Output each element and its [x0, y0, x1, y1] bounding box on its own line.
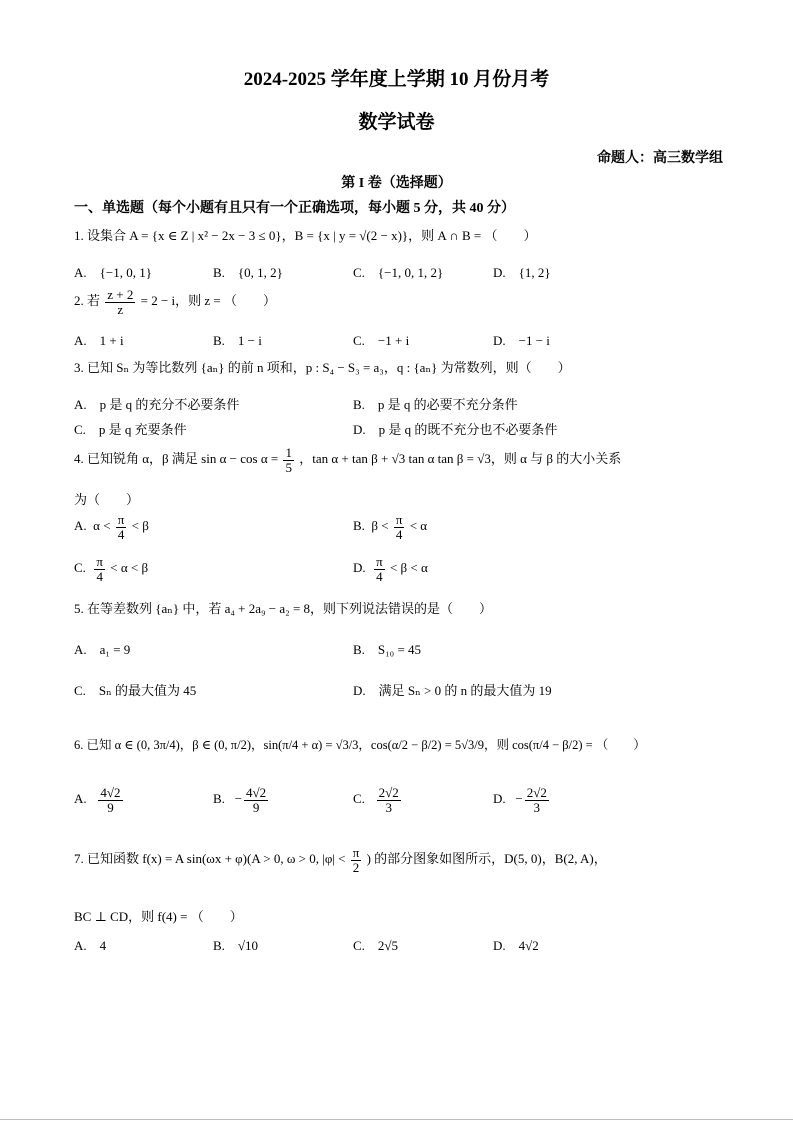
- fraction-numerator: 4√2: [246, 785, 267, 800]
- fraction-denominator: z: [117, 301, 124, 317]
- fraction-numerator: π: [376, 554, 383, 569]
- q5-option-b[interactable]: B. S₁₀ = 45: [353, 642, 422, 657]
- fraction: [98, 786, 122, 814]
- q3-option-c[interactable]: C. p 是 q 充要条件: [74, 422, 187, 437]
- q3-option-b[interactable]: B. p 是 q 的必要不充分条件: [353, 397, 518, 412]
- question-number: 2.: [74, 293, 84, 309]
- option-label: A.: [74, 791, 87, 807]
- exam-author: 命题人：高三数学组: [597, 151, 723, 166]
- fraction-denominator: 4: [376, 568, 383, 584]
- part-heading: 第 I 卷（选择题）: [341, 176, 452, 191]
- option-text: −: [234, 791, 243, 807]
- option-label: B.: [353, 518, 365, 534]
- fraction-denominator: 4: [395, 526, 403, 542]
- q7-option-d[interactable]: D. 4√2: [493, 938, 539, 953]
- q3-option-a[interactable]: A. p 是 q 的充分不必要条件: [74, 397, 240, 412]
- q1-option-a[interactable]: A. {−1, 0, 1}: [74, 265, 152, 280]
- exam-subject: 数学试卷: [358, 112, 435, 133]
- q6-option-d[interactable]: [493, 786, 551, 814]
- fraction-numerator: 2√2: [378, 785, 399, 800]
- fraction-denominator: 3: [385, 799, 392, 815]
- question-number: 3.: [74, 360, 84, 375]
- question-number: 7.: [74, 851, 84, 867]
- q6-option-a[interactable]: [74, 786, 125, 814]
- question-number: 4.: [74, 451, 84, 467]
- option-text: < β < α: [389, 560, 428, 576]
- fraction: [94, 555, 105, 583]
- fraction-numerator: π: [96, 554, 103, 569]
- option-label: C.: [74, 560, 86, 576]
- question-text: = 2 − i，则 z = （ ）: [140, 293, 277, 309]
- fraction-numerator: π: [352, 845, 360, 860]
- fraction: [377, 786, 401, 814]
- q2-option-d[interactable]: D. −1 − i: [493, 333, 550, 348]
- q5-option-a[interactable]: A. a₁ = 9: [74, 642, 131, 657]
- q3-option-d[interactable]: D. p 是 q 的既不充分也不必要条件: [353, 422, 558, 437]
- fraction-numerator: π: [117, 512, 125, 527]
- option-text: α <: [93, 518, 111, 534]
- q4-option-a[interactable]: [74, 513, 149, 541]
- option-label: C.: [353, 791, 365, 807]
- fraction: [351, 846, 362, 874]
- question-text: 已知锐角 α，β 满足 sin α − cos α =: [87, 451, 279, 467]
- q2-option-a[interactable]: A. 1 + i: [74, 333, 124, 348]
- fraction-numerator: 2√2: [526, 785, 547, 800]
- fraction-numerator: z + 2: [107, 287, 134, 302]
- q1-option-b[interactable]: B. {0, 1, 2}: [213, 265, 283, 280]
- option-text: −: [515, 791, 523, 807]
- question-text: ，tan α + tan β + √3 tan α tan β = √3，则 α 与 β 的大小关系: [299, 451, 622, 467]
- question-1: [74, 225, 536, 244]
- question-text: 已知 α ∈ (0, 3π/4)，β ∈ (0, π/2)，sin(π/4 + α) = √3/3，cos(α/2 − β/2) = 5√3/9，则 cos(π/4 − β/2) = （ ）: [86, 738, 646, 752]
- question-number: 6.: [74, 738, 84, 752]
- section-heading: 一、单选题（每个小题有且只有一个正确选项，每小题 5 分，共 40 分）: [74, 201, 515, 216]
- fraction: [283, 446, 294, 474]
- fraction-denominator: 4: [96, 568, 103, 584]
- fraction: [116, 513, 127, 541]
- fraction: [525, 786, 549, 814]
- fraction-denominator: 9: [107, 799, 114, 815]
- question-7: [74, 846, 607, 874]
- question-6: [74, 735, 646, 753]
- question-text: 若: [87, 293, 101, 309]
- q4-option-c[interactable]: [74, 555, 148, 583]
- q7-option-c[interactable]: C. 2√5: [353, 938, 399, 953]
- question-number: 5.: [74, 601, 84, 616]
- option-text: < α < β: [110, 560, 149, 576]
- option-label: D.: [353, 560, 366, 576]
- fraction-numerator: π: [395, 512, 403, 527]
- option-text: < β: [131, 518, 149, 534]
- page-bottom-divider: [0, 1119, 793, 1120]
- exam-title: 2024-2025 学年度上学期 10 月份月考: [243, 69, 550, 90]
- fraction: [374, 555, 385, 583]
- option-label: B.: [213, 791, 225, 807]
- option-text: < α: [409, 518, 428, 534]
- q7-option-b[interactable]: B. √10: [213, 938, 259, 953]
- q1-option-d[interactable]: D. {1, 2}: [493, 265, 551, 280]
- option-label: D.: [493, 791, 506, 807]
- fraction: [105, 288, 135, 316]
- option-text: β <: [371, 518, 389, 534]
- fraction: [394, 513, 405, 541]
- question-number: 1.: [74, 228, 84, 243]
- q2-option-b[interactable]: B. 1 − i: [213, 333, 262, 348]
- q4-option-b[interactable]: [353, 513, 427, 541]
- option-label: A.: [74, 518, 87, 534]
- question-3: [74, 357, 571, 376]
- question-4-continued: 为（ ）: [74, 492, 140, 507]
- question-text: 已知函数 f(x) = A sin(ωx + φ)(A > 0, ω > 0, |φ| <: [87, 851, 346, 867]
- question-2: [74, 288, 276, 316]
- question-text: 在等差数列 {aₙ} 中，若 a₄ + 2a₉ − a₂ = 8，则下列说法错误的是（ ）: [87, 601, 493, 616]
- q1-option-c[interactable]: C. {−1, 0, 1, 2}: [353, 265, 444, 280]
- q7-option-a[interactable]: A. 4: [74, 938, 107, 953]
- fraction-denominator: 3: [533, 799, 541, 815]
- fraction-denominator: 9: [252, 799, 260, 815]
- q6-option-c[interactable]: [353, 786, 403, 814]
- fraction-denominator: 2: [352, 859, 360, 875]
- q4-option-d[interactable]: [353, 555, 428, 583]
- q6-option-b[interactable]: [213, 786, 270, 814]
- question-5: [74, 598, 492, 617]
- question-text: 设集合 A = {x ∈ Z | x² − 2x − 3 ≤ 0}，B = {x | y = √(2 − x)}，则 A ∩ B = （ ）: [87, 228, 537, 243]
- fraction-numerator: 4√2: [100, 785, 121, 800]
- fraction-numerator: 1: [285, 445, 292, 460]
- question-text: ) 的部分图象如图所示，D(5, 0)，B(2, A)，: [366, 851, 607, 867]
- question-text: 已知 Sₙ 为等比数列 {aₙ} 的前 n 项和，p : S₄ − S₃ = a₃，q : {aₙ} 为常数列，则（ ）: [87, 360, 571, 375]
- question-7-continued: BC ⊥ CD，则 f(4) = （ ）: [74, 909, 243, 924]
- q5-option-d[interactable]: D. 满足 Sₙ > 0 的 n 的最大值为 19: [353, 683, 552, 698]
- fraction: [244, 786, 268, 814]
- q2-option-c[interactable]: C. −1 + i: [353, 333, 410, 348]
- fraction-denominator: 4: [117, 526, 125, 542]
- question-4: [74, 446, 621, 474]
- q5-option-c[interactable]: C. Sₙ 的最大值为 45: [74, 683, 197, 698]
- fraction-denominator: 5: [285, 459, 292, 475]
